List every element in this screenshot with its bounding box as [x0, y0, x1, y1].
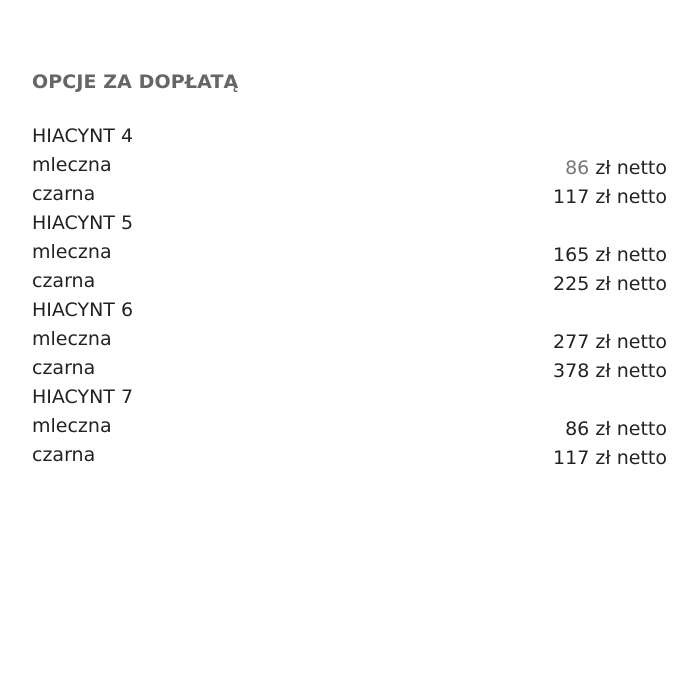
section-title: OPCJE ZA DOPŁATĄ — [32, 71, 239, 93]
price-amount: 225 — [553, 273, 590, 295]
price-unit: zł netto — [595, 360, 667, 382]
option-price — [565, 154, 667, 183]
option-label: czarna — [32, 183, 96, 205]
option-row — [32, 441, 667, 470]
option-row — [32, 325, 667, 354]
group-title-hiacynt-5: HIACYNT 5 — [32, 212, 134, 234]
price-unit: zł netto — [595, 157, 667, 179]
option-label: mleczna — [32, 415, 112, 437]
option-row — [32, 151, 667, 180]
price-unit: zł netto — [595, 186, 667, 208]
option-row — [32, 412, 667, 441]
price-amount: 378 — [553, 360, 590, 382]
price-amount: 86 — [565, 157, 590, 179]
group-title-hiacynt-7: HIACYNT 7 — [32, 386, 134, 408]
option-price — [553, 241, 667, 270]
price-unit: zł netto — [595, 244, 667, 266]
price-unit: zł netto — [595, 331, 667, 353]
option-price — [553, 270, 667, 299]
option-label: czarna — [32, 270, 96, 292]
option-row — [32, 267, 667, 296]
option-label: czarna — [32, 357, 96, 379]
price-unit: zł netto — [595, 447, 667, 469]
price-unit: zł netto — [595, 273, 667, 295]
option-label: mleczna — [32, 154, 112, 176]
option-price — [553, 328, 667, 357]
option-label: mleczna — [32, 328, 112, 350]
option-price — [553, 444, 667, 473]
price-amount: 86 — [565, 418, 590, 440]
extra-options-panel — [32, 70, 667, 470]
option-price — [565, 415, 667, 444]
option-row — [32, 180, 667, 209]
option-label: mleczna — [32, 241, 112, 263]
price-unit: zł netto — [595, 418, 667, 440]
group-title-hiacynt-6: HIACYNT 6 — [32, 299, 134, 321]
option-price — [553, 183, 667, 212]
price-amount: 117 — [553, 447, 590, 469]
price-amount: 165 — [553, 244, 590, 266]
option-label: czarna — [32, 444, 96, 466]
price-amount: 277 — [553, 331, 590, 353]
option-row — [32, 238, 667, 267]
group-title-hiacynt-4: HIACYNT 4 — [32, 125, 134, 147]
price-amount: 117 — [553, 186, 590, 208]
option-price — [553, 357, 667, 386]
option-row — [32, 354, 667, 383]
